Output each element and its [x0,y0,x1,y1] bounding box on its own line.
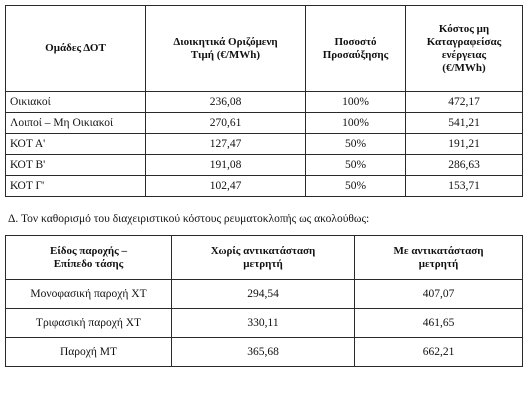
row-increase-rate: 50% [306,176,406,197]
row-increase-rate: 100% [306,92,406,113]
row-group-label: ΚΟΤ Γ' [6,176,146,197]
row-admin-price: 102,47 [146,176,306,197]
row-group-label: ΚΟΤ Α' [6,134,146,155]
row-increase-rate: 50% [306,155,406,176]
row-increase-rate: 50% [306,134,406,155]
row-without-replacement: 294,54 [172,280,355,309]
table-row [6,338,523,367]
table-row [6,176,523,197]
section-d-note: Δ. Τον καθορισμό του διαχειριστικού κόστους ρευματοκλοπής ως ακολούθως: [8,213,370,225]
table-header-row [6,6,523,92]
row-unrecorded-cost: 153,71 [406,176,523,197]
row-admin-price: 270,61 [146,113,306,134]
table-row [6,155,523,176]
row-without-replacement: 330,11 [172,309,355,338]
row-with-replacement: 407,07 [355,280,523,309]
row-group-label: Λοιποί – Μη Οικιακοί [6,113,146,134]
row-unrecorded-cost: 286,63 [406,155,523,176]
table-row [6,113,523,134]
row-supply-type: Μονοφασική παροχή ΧΤ [6,280,172,309]
row-admin-price: 127,47 [146,134,306,155]
header-without-meter-replacement: Χωρίς αντικατάσταση μετρητή [172,236,355,280]
row-supply-type: Παροχή ΜΤ [6,338,172,367]
table-row [6,134,523,155]
row-increase-rate: 100% [306,113,406,134]
table-row [6,280,523,309]
row-admin-price: 236,08 [146,92,306,113]
row-unrecorded-cost: 541,21 [406,113,523,134]
row-admin-price: 191,08 [146,155,306,176]
row-unrecorded-cost: 191,21 [406,134,523,155]
row-group-label: Οικιακοί [6,92,146,113]
row-with-replacement: 461,65 [355,309,523,338]
header-increase-rate: Ποσοστό Προσαύξησης [306,6,406,92]
header-supply-type: Είδος παροχής – Επίπεδο τάσης [6,236,172,280]
table-row [6,309,523,338]
row-group-label: ΚΟΤ Β' [6,155,146,176]
header-with-meter-replacement: Με αντικατάσταση μετρητή [355,236,523,280]
header-unrecorded-cost: Κόστος μη Καταγραφείσας ενέργειας (€/MWh) [406,6,523,92]
row-unrecorded-cost: 472,17 [406,92,523,113]
table-row [6,92,523,113]
row-without-replacement: 365,68 [172,338,355,367]
row-supply-type: Τριφασική παροχή ΧΤ [6,309,172,338]
distribution-groups-table [5,5,523,197]
header-admin-price: Διοικητικά Οριζόμενη Τιμή (€/MWh) [146,6,306,92]
header-groups: Ομάδες ΔΟΤ [6,6,146,92]
theft-cost-table [5,235,523,367]
table-header-row [6,236,523,280]
row-with-replacement: 662,21 [355,338,523,367]
